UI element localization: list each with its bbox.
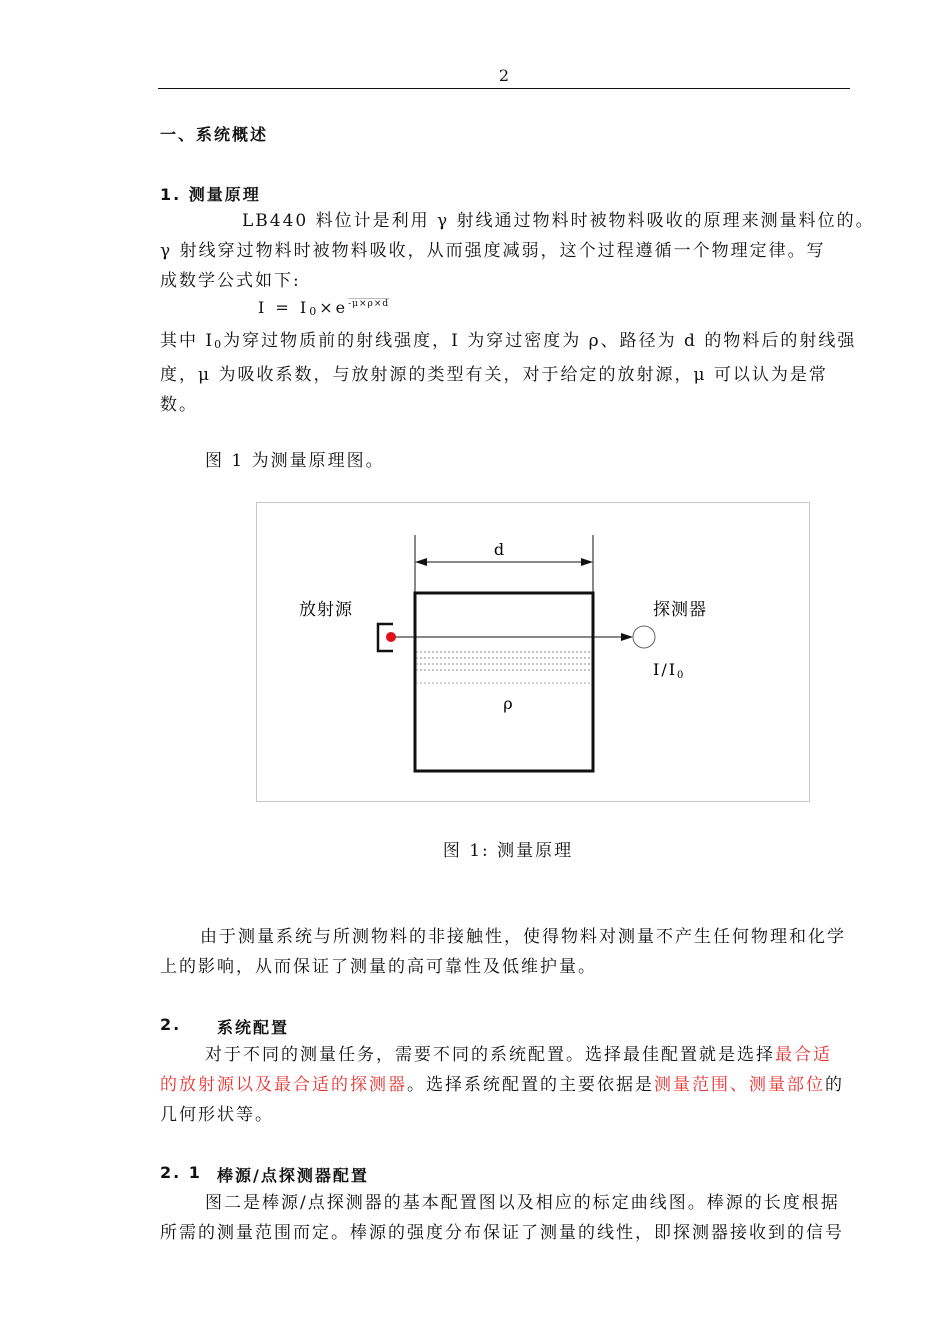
configuration-line-3: 几何形状等。 [160, 1105, 274, 1125]
intro-line-1: LB440 料位计是利用 γ 射线通过物料时被物料吸收的原理来测量料位的。 [242, 211, 875, 231]
intro-paragraph [160, 206, 875, 296]
highlight-best-fit: 最合适 [775, 1045, 832, 1065]
formula-exponent: -μ×ρ×d [348, 299, 390, 309]
formula-lhs: I = I [258, 298, 310, 317]
formula-mid: ×e [319, 298, 349, 317]
formula-subscript: 0 [309, 305, 320, 318]
header-rule [158, 88, 850, 89]
ratio-label-text: I/I [653, 660, 678, 679]
d-arrow-right [581, 558, 593, 566]
rho-label: ρ [503, 694, 513, 713]
rod-source-line-2: 所需的测量范围而定。棒源的强度分布保证了测量的线性，即探测器接收到的信号 [160, 1223, 844, 1243]
intro-line-2: γ 射线穿过物料时被物料吸收，从而强度减弱，这个过程遵循一个物理定律。写 [160, 241, 826, 261]
configuration-line-2 [160, 1070, 852, 1100]
rod-source-paragraph [160, 1188, 852, 1248]
measurement-principle-diagram [257, 503, 809, 801]
page-number: 2 [498, 66, 510, 85]
configuration-text-c: 的 [825, 1075, 844, 1095]
configuration-text-b: 。选择系统配置的主要依据是 [407, 1075, 654, 1095]
noncontact-paragraph [160, 922, 852, 982]
ratio-label [653, 660, 685, 681]
detector-circle [633, 626, 655, 648]
d-arrow-left [415, 558, 427, 566]
figure-1 [256, 502, 810, 802]
subsection-title-rod-source: 棒源/点探测器配置 [217, 1166, 369, 1185]
subsection-title-configuration: 系统配置 [217, 1018, 290, 1037]
subsection-number-configuration: 2. [160, 1015, 182, 1034]
detector-label: 探测器 [653, 600, 707, 620]
section-title: 一、系统概述 [160, 125, 269, 144]
figure-reference: 图 1 为测量原理图。 [205, 451, 385, 471]
highlight-range-position: 测量范围、测量部位 [654, 1075, 825, 1095]
explanation-subscript: 0 [214, 338, 224, 351]
source-label: 放射源 [299, 600, 353, 620]
material-container [415, 593, 593, 771]
explanation-line-3: 数。 [160, 395, 198, 415]
noncontact-line-1: 由于测量系统与所测物料的非接触性，使得物料对测量不产生任何物理和化学 [200, 927, 846, 947]
noncontact-line-2: 上的影响，从而保证了测量的高可靠性及低维护量。 [160, 957, 597, 977]
explanation-line-2: 度，μ 为吸收系数，与放射源的类型有关，对于给定的放射源，μ 可以认为是常 [160, 365, 828, 385]
explanation-text-a: 其中 I [160, 331, 215, 351]
d-label: d [493, 540, 505, 559]
configuration-line-1 [160, 1040, 852, 1070]
highlight-source-detector: 的放射源以及最合适的探测器 [160, 1075, 407, 1095]
rod-source-line-1: 图二是棒源/点探测器的基本配置图以及相应的标定曲线图。棒源的长度根据 [205, 1193, 840, 1213]
intro-line-3: 成数学公式如下: [160, 271, 301, 291]
figure-1-caption: 图 1: 测量原理 [442, 841, 574, 861]
ratio-label-subscript: 0 [677, 670, 686, 681]
explanation-paragraph [160, 326, 857, 420]
radiation-source-dot [386, 632, 396, 642]
subsection-number-rod-source: 2. 1 [160, 1163, 202, 1182]
formula [258, 298, 389, 318]
explanation-text-b: 为穿过物质前的射线强度，I 为穿过密度为 ρ、路径为 d 的物料后的射线强 [223, 331, 857, 351]
explanation-line-1 [160, 326, 857, 360]
beam-arrow [621, 633, 633, 641]
subsection-title-measurement-principle: 1. 测量原理 [160, 185, 261, 204]
configuration-text-a: 对于不同的测量任务，需要不同的系统配置。选择最佳配置就是选择 [205, 1045, 775, 1065]
configuration-paragraph [160, 1040, 852, 1130]
